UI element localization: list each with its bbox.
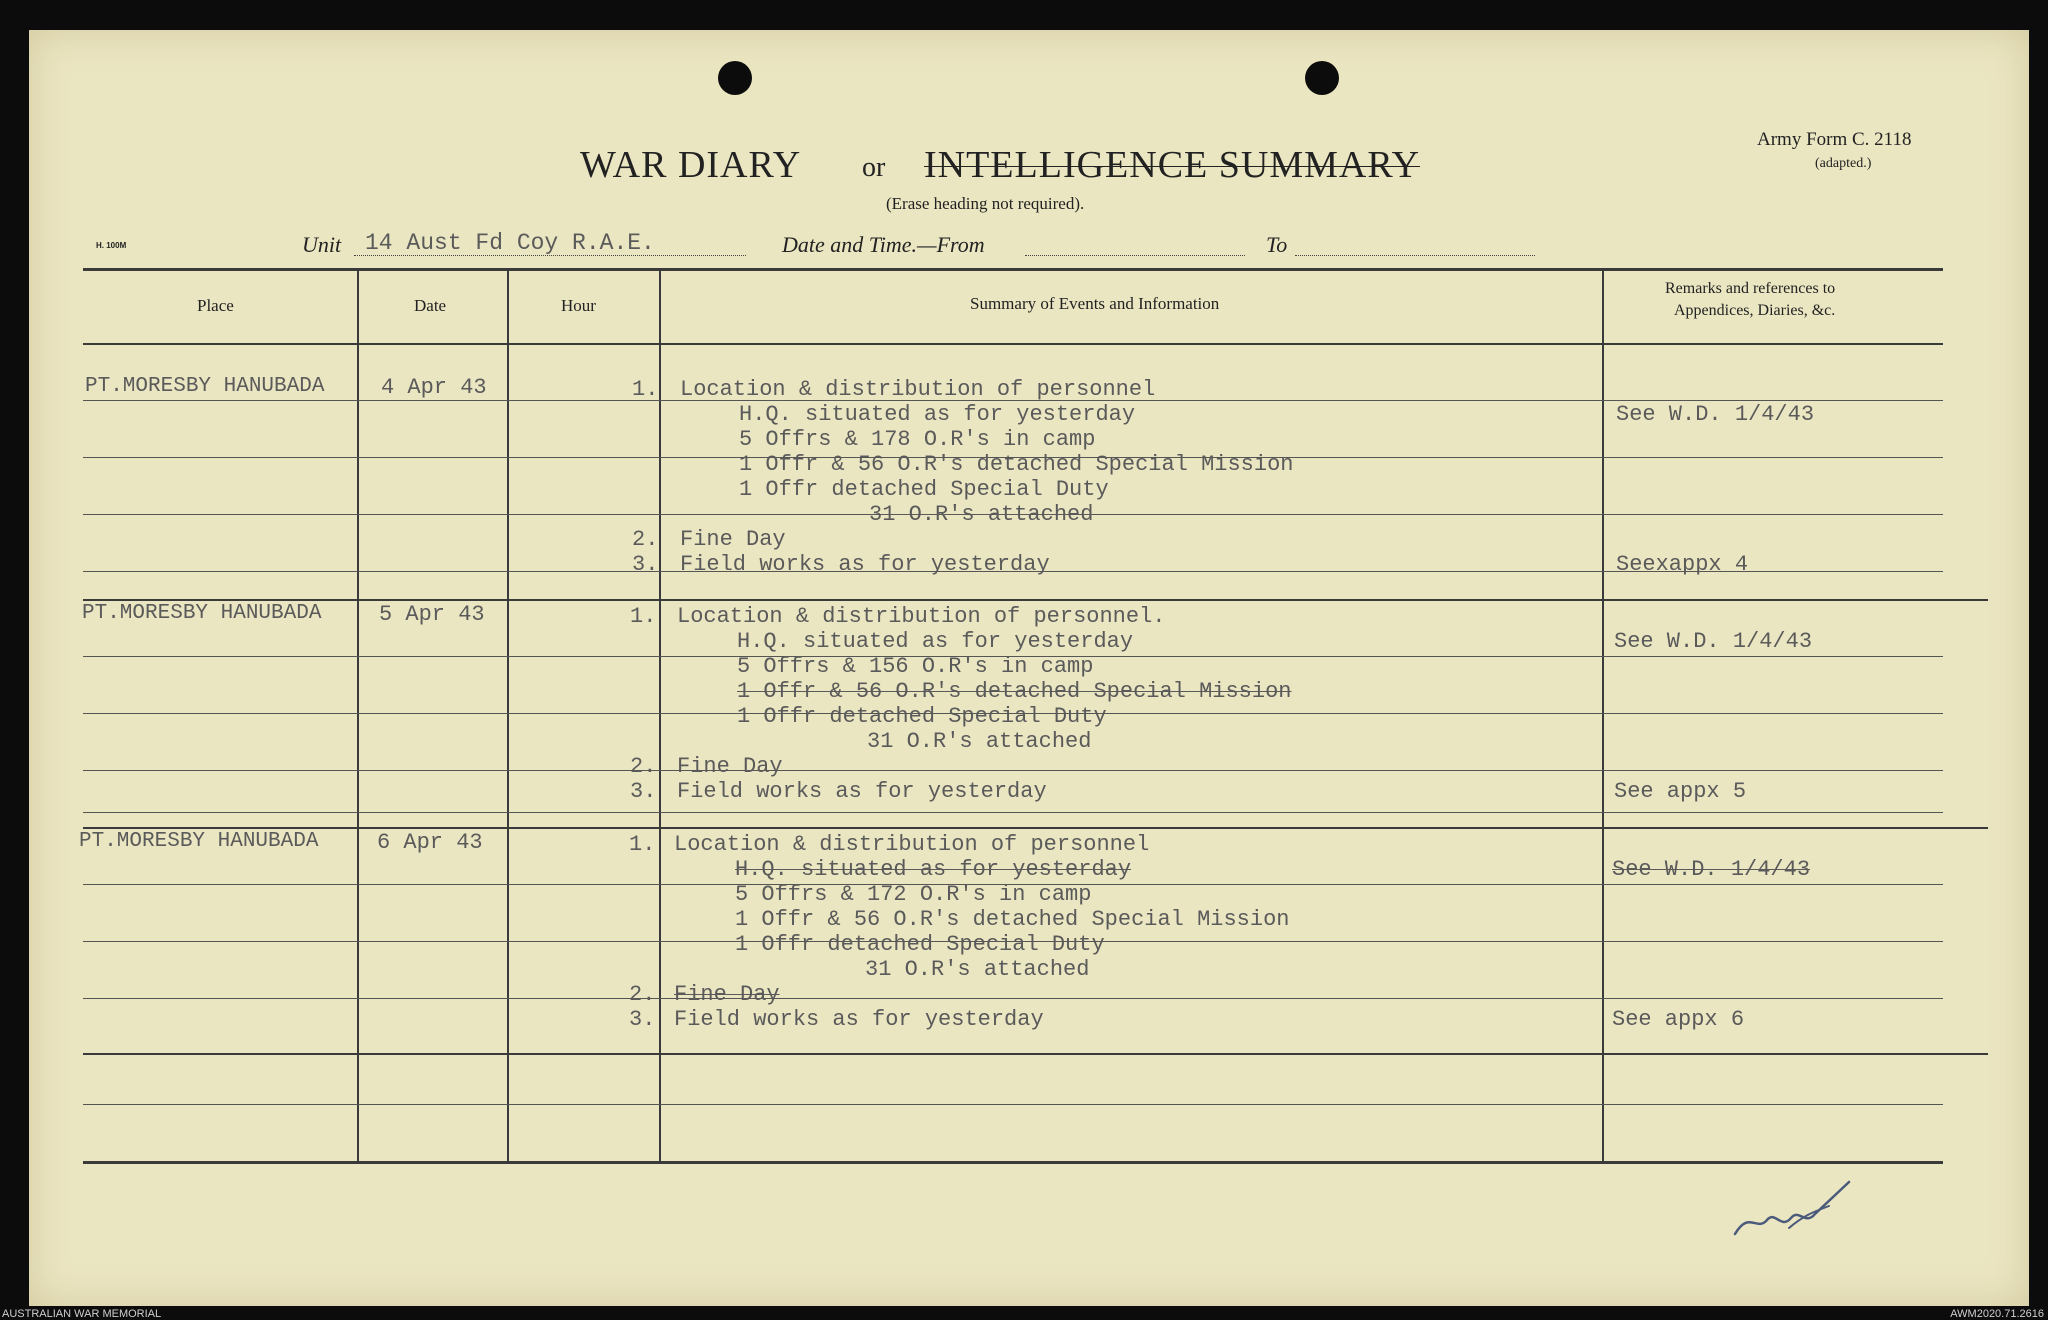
entry-remark: See W.D. 1/4/43 <box>1612 857 1811 882</box>
col-header-remarks-2: Appendices, Diaries, &c. <box>1674 302 1836 319</box>
footer-accession-number: AWM2020.71.2616 <box>1950 1308 2044 1320</box>
entry-line: Field works as for yesterday <box>677 779 1047 804</box>
date-time-label: Date and Time.—From <box>782 232 985 257</box>
entry-line: Fine Day <box>677 754 783 779</box>
entry-line: Field works as for yesterday <box>680 552 1050 577</box>
entry-line: 5 Offrs & 172 O.R's in camp <box>735 882 1092 907</box>
punch-hole-left <box>718 61 752 95</box>
entry-line: 1 Offr & 56 O.R's detached Special Mission <box>739 452 1294 477</box>
entry-item-number: 1. <box>632 377 659 402</box>
entry-item-number: 2. <box>630 754 657 779</box>
header-bottom-rule <box>83 343 1943 345</box>
entry-remark: Seexappx 4 <box>1616 552 1749 577</box>
entry-separator <box>83 599 1988 601</box>
col-header-summary: Summary of Events and Information <box>970 294 1220 313</box>
entry-line: H.Q. situated as for yesterday <box>739 402 1136 427</box>
signature-initials <box>1729 1170 1879 1250</box>
table-top-border <box>83 268 1943 271</box>
print-code: H. 100M <box>96 241 127 250</box>
entry-line: Field works as for yesterday <box>674 1007 1044 1032</box>
entry-remark: See appx 5 <box>1614 779 1747 804</box>
col-divider-hour <box>659 270 661 1163</box>
col-divider-place <box>357 270 359 1163</box>
entry-line: H.Q. situated as for yesterday <box>737 629 1134 654</box>
entry-item-number: 3. <box>629 1007 656 1032</box>
entry-item-number: 2. <box>629 982 656 1007</box>
entry-line: Location & distribution of personnel. <box>677 604 1166 629</box>
entry-remark: See W.D. 1/4/43 <box>1616 402 1815 427</box>
entry-line: 5 Offrs & 178 O.R's in camp <box>739 427 1096 452</box>
entry-remark: See W.D. 1/4/43 <box>1614 629 1813 654</box>
entry-separator <box>83 827 1988 829</box>
entry-line: H.Q. situated as for yesterday <box>735 857 1132 882</box>
entry-line: 1 Offr & 56 O.R's detached Special Mission <box>735 907 1290 932</box>
entry-item-number: 1. <box>630 604 657 629</box>
erase-note: (Erase heading not required). <box>886 194 1085 213</box>
entry-line: 5 Offrs & 156 O.R's in camp <box>737 654 1094 679</box>
entry-line: 31 O.R's attached <box>865 957 1090 982</box>
ruled-line <box>83 1104 1943 1105</box>
entry-line: Location & distribution of personnel <box>674 832 1150 857</box>
entry-line: 31 O.R's attached <box>867 729 1092 754</box>
col-divider-date <box>507 270 509 1163</box>
entry-item-number: 2. <box>632 527 659 552</box>
entry-separator <box>83 1053 1988 1055</box>
title-war-diary: WAR DIARY <box>580 144 802 186</box>
war-diary-sheet <box>29 30 2029 1306</box>
entry-line: Fine Day <box>674 982 780 1007</box>
entry-date: 4 Apr 43 <box>381 375 487 400</box>
entry-place: PT.MORESBY HANUBADA <box>85 375 325 398</box>
footer-institution: AUSTRALIAN WAR MEMORIAL <box>2 1308 162 1320</box>
entry-remark: See appx 6 <box>1612 1007 1745 1032</box>
title-intelligence-summary: INTELLIGENCE SUMMARY <box>924 144 1421 186</box>
entry-line: Fine Day <box>680 527 786 552</box>
col-header-hour: Hour <box>561 296 596 315</box>
col-header-date: Date <box>414 296 447 315</box>
table-bottom-border <box>83 1161 1943 1164</box>
form-reference: Army Form C. 2118 <box>1757 129 1912 150</box>
entry-line: 1 Offr & 56 O.R's detached Special Mission <box>737 679 1292 704</box>
entry-item-number: 3. <box>630 779 657 804</box>
entry-place: PT.MORESBY HANUBADA <box>82 602 322 625</box>
entry-line: 1 Offr detached Special Duty <box>739 477 1109 502</box>
ruled-line <box>83 770 1943 771</box>
entry-item-number: 1. <box>629 832 656 857</box>
entry-place: PT.MORESBY HANUBADA <box>79 830 319 853</box>
to-dotted-line <box>1295 255 1535 256</box>
punch-hole-right <box>1305 61 1339 95</box>
to-label: To <box>1266 232 1288 257</box>
entry-line: 1 Offr detached Special Duty <box>735 932 1105 957</box>
form-adapted: (adapted.) <box>1815 156 1872 171</box>
entry-line: 1 Offr detached Special Duty <box>737 704 1107 729</box>
entry-date: 5 Apr 43 <box>379 602 485 627</box>
col-divider-summary <box>1602 270 1604 1163</box>
entry-line: 31 O.R's attached <box>869 502 1094 527</box>
from-dotted-line <box>1025 255 1245 256</box>
unit-value: 14 Aust Fd Coy R.A.E. <box>365 230 655 256</box>
entry-date: 6 Apr 43 <box>377 830 483 855</box>
ruled-line <box>83 812 1943 813</box>
col-header-place: Place <box>197 296 234 315</box>
entry-line: Location & distribution of personnel <box>680 377 1156 402</box>
ruled-line <box>83 998 1943 999</box>
title-or: or <box>862 152 886 183</box>
unit-label: Unit <box>302 232 342 257</box>
entry-item-number: 3. <box>632 552 659 577</box>
col-header-remarks-1: Remarks and references to <box>1665 280 1836 297</box>
